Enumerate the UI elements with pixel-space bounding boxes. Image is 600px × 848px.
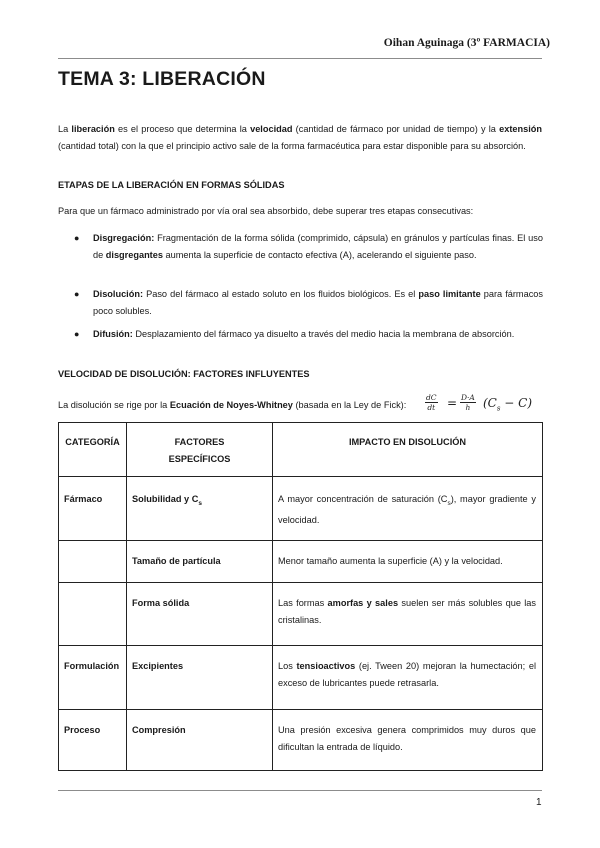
category-cell: Formulación <box>59 646 127 710</box>
table-row <box>59 477 543 541</box>
bullet-icon: ● <box>74 329 80 339</box>
factor-cell: Solubilidad y $C_s$ <box>127 477 273 541</box>
section-heading-stages: ETAPAS DE LA LIBERACIÓN EN FORMAS SÓLIDAS <box>58 180 285 190</box>
factor-cell: Tamaño de partícula <box>127 541 273 583</box>
equation-lead: La disolución se rige por la Ecuación de Noyes-Whitney (basada en la Ley de Fick): <box>58 400 407 410</box>
section-heading-velocity: VELOCIDAD DE DISOLUCIÓN: FACTORES INFLUYENTES <box>58 369 310 379</box>
category-cell: Fármaco <box>59 477 127 541</box>
table-row <box>59 710 543 771</box>
impact-cell: Menor tamaño aumenta la superficie (A) y la velocidad. <box>273 541 543 583</box>
impact-cell: Los tensioactivos (ej. Tween 20) mejoran la humectación; el exceso de lubricantes puede retrasarla. <box>273 646 543 710</box>
page-title: TEMA 3: LIBERACIÓN <box>58 68 266 90</box>
table-row <box>59 646 543 710</box>
impact-cell: Las formas amorfas y sales suelen ser más solubles que las cristalinas. <box>273 583 543 646</box>
page-number: 1 <box>536 797 542 808</box>
bullet-icon: ● <box>74 233 80 243</box>
factors-table <box>58 422 543 771</box>
col-header-factors: FACTORES ESPECÍFICOS <box>127 423 273 477</box>
impact-cell: Una presión excesiva genera comprimidos muy duros que dificultan la entrada de líquido. <box>273 710 543 771</box>
table-row <box>59 541 543 583</box>
category-cell: Proceso <box>59 710 127 771</box>
intro-paragraph: La liberación es el proceso que determina la velocidad (cantidad de fármaco por unidad de tiempo) y la extensión (cantidad total) con la que el principio activo sale de la forma farmacéutica para estar disponible para su absorción. <box>58 124 542 151</box>
col-header-impact: IMPACTO EN DISOLUCIÓN <box>273 423 543 477</box>
footer-divider <box>58 790 542 791</box>
list-item-text: Difusión: Desplazamiento del fármaco ya disuelto a través del medio hacia la membrana de absorción. <box>93 329 515 339</box>
header-author: Oihan Aguinaga (3º FARMACIA) <box>383 37 550 49</box>
col-header-category: CATEGORÍA <box>59 423 127 477</box>
header-divider <box>58 58 542 59</box>
impact-cell: A mayor concentración de saturación $(C_s)$, mayor gradiente y velocidad. <box>273 477 543 541</box>
list-item-text: Disolución: Paso del fármaco al estado soluto en los fluidos biológicos. Es el paso limitante para fármacos poco solubles. <box>93 289 543 316</box>
category-cell <box>59 583 127 646</box>
table-row <box>59 583 543 646</box>
formula-fraction-left: $\frac{dC}{dt}$ <box>426 393 437 412</box>
category-cell <box>59 541 127 583</box>
formula-fraction-right: $\frac{D\cdot A}{h}$ <box>461 393 475 412</box>
factor-cell: Compresión <box>127 710 273 771</box>
factor-cell: Forma sólida <box>127 583 273 646</box>
table-header-row <box>59 423 543 477</box>
bullet-icon: ● <box>74 289 80 299</box>
factor-cell: Excipientes <box>127 646 273 710</box>
list-item-text: Disgregación: Fragmentación de la forma sólida (comprimido, cápsula) en gránulos y partículas finas. El uso de disgregantes aumenta la superficie de contacto efectiva (A), acelerando el siguiente paso. <box>93 233 543 260</box>
stages-lead: Para que un fármaco administrado por vía oral sea absorbido, debe superar tres etapas consecutivas: <box>58 206 474 216</box>
